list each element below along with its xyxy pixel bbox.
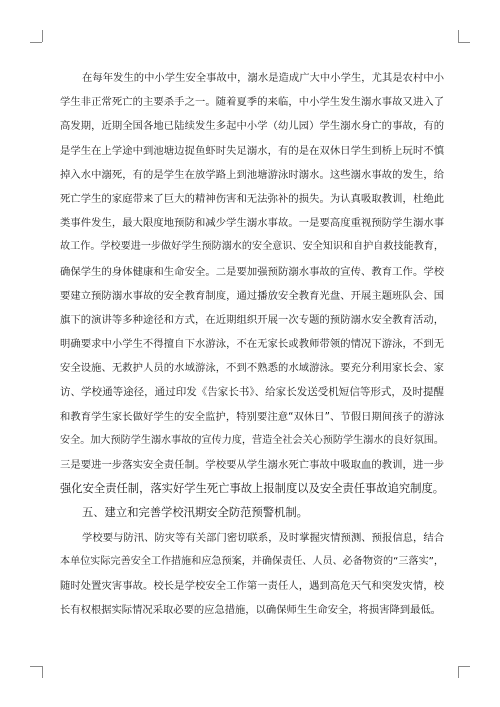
text-line: 故工作。学校要进一步做好学生预防溺水的安全意识、安全知识和自护自救技能教育，	[60, 241, 444, 253]
text-line: 安全设施、无救护人员的水域游泳，不到不熟悉的水域游泳。要充分利用家长会、家	[60, 362, 444, 375]
text-line: 安全。加大预防学生溺水事故的宣传力度，营造全社会关心预防学生溺水的良好氛围。	[60, 434, 444, 446]
text-line: 掉入水中溺死，有的是学生在放学路上到池塘游泳时溺水。这些溺水事故的发生，给	[60, 168, 444, 181]
document-body	[60, 66, 444, 622]
text-line: 死亡学生的家庭带来了巨大的精神伤害和无法弥补的损失。为认真吸取教训，杜绝此	[60, 192, 444, 205]
text-line: 类事件发生，最大限度地预防和减少学生溺水事故。一是要高度重视预防学生溺水事	[60, 217, 444, 230]
text-line: 高发期，近期全国各地已陆续发生多起中小学（幼儿园）学生溺水身亡的事故，有的	[60, 120, 444, 133]
text-line: 是学生在上学途中到池塘边捉鱼虾时失足溺水，有的是在双休日学生到桥上玩时不慎	[60, 144, 444, 157]
text-line: 和教育学生家长做好学生的安全监护，特别要注意“双休日”、节假日期间孩子的游泳	[60, 410, 444, 423]
text-line: 本单位实际完善安全工作措施和应急预案，并确保责任、人员、必备物资的“三落实”，	[60, 555, 444, 567]
text-line: 确保学生的身体健康和生命安全。二是要加强预防溺水事故的宣传、教育工作。学校	[60, 265, 444, 278]
text-line: 明确要求中小学生不得擅自下水游泳，不在无家长或教师带领的情况下游泳，不到无	[60, 338, 444, 351]
text-line: 三是要进一步落实安全责任制。学校要从学生溺水死亡事故中吸取血的教训，进一步	[60, 459, 444, 471]
text-line: 学生非正常死亡的主要杀手之一。随着夏季的来临，中小学生发生溺水事故又进入了	[60, 96, 444, 109]
text-line: 要建立预防溺水事故的安全教育制度，通过播放安全教育光盘、开展主题班队会、国	[60, 289, 444, 302]
text-line: 在每年发生的中小学生安全事故中，溺水是造成广大中小学生，尤其是农村中小	[82, 72, 444, 84]
text-line: 旗下的演讲等多种途径和方式，在近期组织开展一次专题的预防溺水安全教育活动，	[60, 313, 444, 326]
text-line: 长有权根据实际情况采取必要的应急措施，以确保师生生命安全，将损害降到最低。	[60, 604, 441, 617]
text-line: 访、学校通等途径，通过印发《告家长书》、给家长发送受机短信等形式，及时提醒	[60, 386, 444, 399]
section-heading: 五、建立和完善学校汛期安全防范预警机制。	[82, 506, 308, 520]
text-line: 随时处置灾害事故。校长是学校安全工作第一责任人，遇到高危天气和突发灾情，校	[60, 579, 444, 592]
text-line: 学校要与防汛、防灾等有关部门密切联系，及时掌握灾情预测、预报信息，结合	[82, 531, 444, 544]
text-line: 强化安全责任制，落实好学生死亡事故上报制度以及安全责任事故追究制度。	[60, 482, 445, 496]
